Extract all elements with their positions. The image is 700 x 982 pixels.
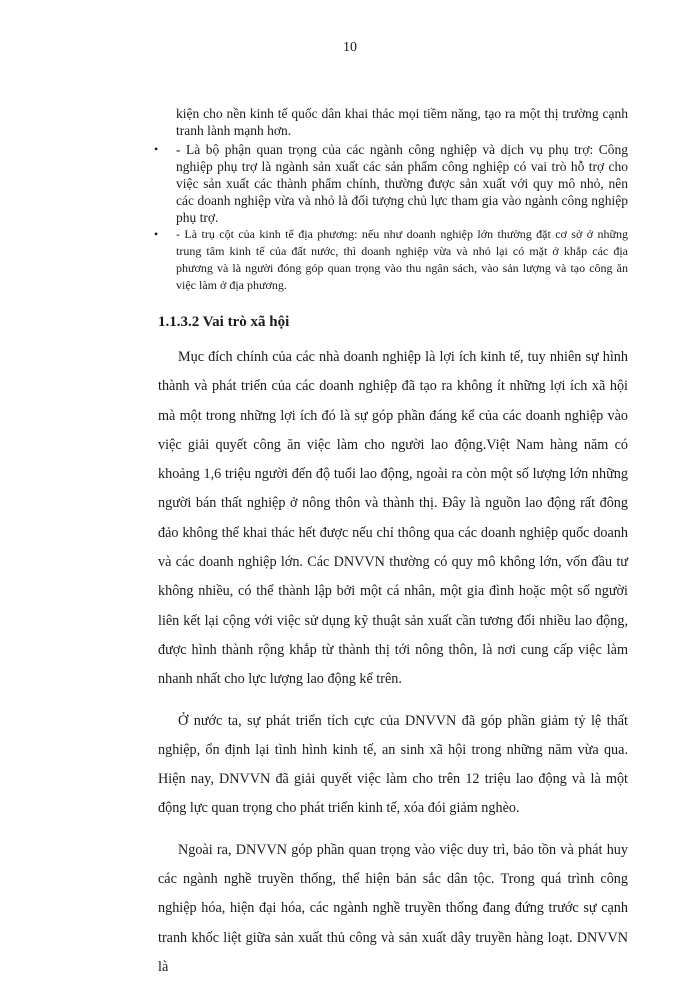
bullet-text: - Là bộ phận quan trọng của các ngành công nghiệp và dịch vụ phụ trợ: Công nghiệp phụ trợ là ngành sản xuất các sản phẩm công nghiệp có vai trò hỗ trợ cho việc sản xuất các thành phẩm chính, thường được sản xuất với quy mô nhỏ, nên các doanh nghiệp vừa và nhỏ là đối tượng chủ lực tham gia vào ngành công nghiệp phụ trợ. [176,142,628,225]
bullet-icon: • [154,142,159,156]
bullet-item [154,141,628,226]
paragraph: Ngoài ra, DNVVN góp phần quan trọng vào việc duy trì, bảo tồn và phát huy các ngành nghề truyền thống, thể hiện bản sắc dân tộc. Trong quá trình công nghiệp hóa, hiện đại hóa, các ngành nghề truyền thống đang đứng trước sự cạnh tranh khốc liệt giữa sản xuất thủ công và sản xuất dây truyền hàng loạt. DNVVN là [158,841,628,975]
paragraph: Mục đích chính của các nhà doanh nghiệp là lợi ích kinh tế, tuy nhiên sự hình thành và phát triển của các doanh nghiệp đã tạo ra không ít những lợi ích xã hội mà một trong những lợi ích đó là sự góp phần đáng kể của các doanh nghiệp vào việc giải quyết công ăn việc làm cho người lao động.Việt Nam hàng năm có khoảng 1,6 triệu người đến độ tuổi lao động, ngoài ra còn một số lượng lớn những người bán thất nghiệp ở nông thôn và thành thị. Đây là nguồn lao động rất đông đảo không thể khai thác hết được nếu chỉ thông qua các doanh nghiệp quốc doanh và các doanh nghiệp lớn. Các DNVVN thường có quy mô không lớn, vốn đầu tư không nhiều, có thể thành lập bởi một cá nhân, một gia đình hoặc một số người liên kết lại cộng với việc sử dụng kỹ thuật sản xuất cần tương đối nhiều lao động, được hình thành rộng khắp từ thành thị tới nông thôn, là nơi cung cấp việc làm nhanh nhất cho lực lượng lao động kể trên. [158,349,628,688]
bullet-item [154,226,628,294]
paragraph: Ở nước ta, sự phát triển tích cực của DNVVN đã góp phần giảm tỷ lệ thất nghiệp, ổn định lại tình hình kinh tế, an sinh xã hội trong những năm vừa qua. Hiện nay, DNVVN đã giải quyết việc làm cho trên 12 triệu lao động và là một động lực quan trọng cho phát triển kinh tế, xóa đói giảm nghèo. [158,712,628,817]
section-heading: 1.1.3.2 Vai trò xã hội [158,314,290,330]
document-body [154,105,628,982]
bullet-icon: • [154,227,159,241]
bullet-list [154,141,628,294]
bullet-text: - Là trụ cột của kinh tế địa phương: nếu như doanh nghiệp lớn thường đặt cơ sở ở những trung tâm kinh tế của đất nước, thì doanh nghiệp vừa và nhỏ lại có mặt ở khắp các địa phương và là người đóng góp quan trọng vào thu ngân sách, vào sản lượng và tạo công ăn việc làm ở địa phương. [176,227,628,292]
page-number: 10 [343,40,357,55]
continuation-text: kiện cho nền kinh tế quốc dân khai thác mọi tiềm năng, tạo ra một thị trường cạnh tranh lành mạnh hơn. [176,106,628,138]
